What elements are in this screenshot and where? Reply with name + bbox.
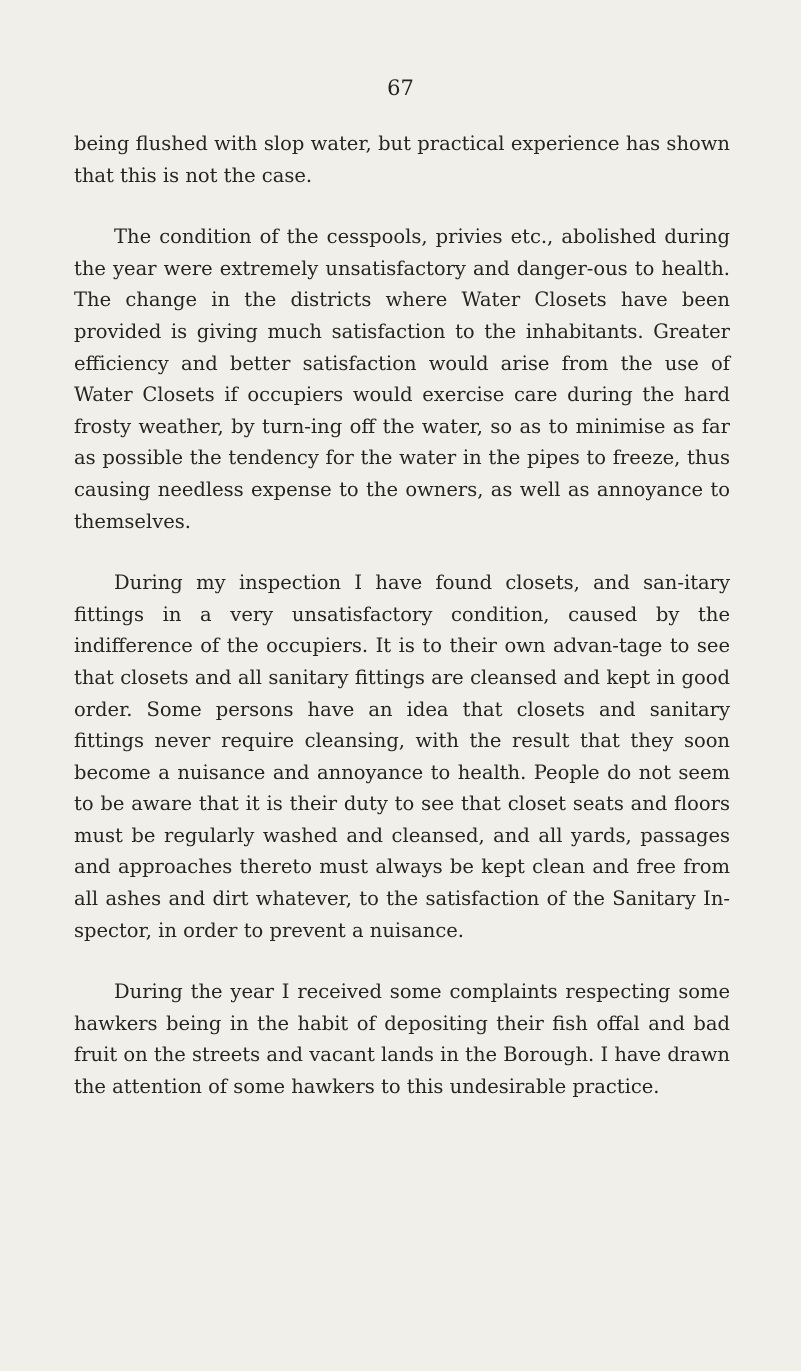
paragraph-inspection: During my inspection I have found closets, and san-itary fittings in a very unsatisfactory condition, caused by the indifference of the occupiers. It is to their own advan-tage to see that closets and all sanitary fittings are cleansed and kept in good order. Some persons have an idea that closets and sanitary fittings never require cleansing, with the result that they soon become a nuisance and annoyance to health. People do not seem to be aware that it is their duty to see that closet seats and floors must be regularly washed and cleansed, and all yards, passages and approaches thereto must always be kept clean and free from all ashes and dirt whatever, to the satisfaction of the Sanitary In-spector, in order to prevent a nuisance.: [74, 571, 730, 942]
paragraph-hawkers: During the year I received some complaints respecting some hawkers being in the habit of depositing their fish offal and bad fruit on the streets and vacant lands in the Borough. I have drawn the attention of some hawkers to this undesirable practice.: [74, 980, 730, 1099]
page-number: 67: [387, 76, 414, 100]
body-text: [74, 128, 730, 1103]
paragraph-continuation: being flushed with slop water, but practical experience has shown that this is not the case.: [74, 132, 730, 187]
paragraph-cesspools: The condition of the cesspools, privies etc., abolished during the year were extremely unsatisfactory and danger-ous to health. The change in the districts where Water Closets have been provided is giving much satisfaction to the inhabitants. Greater efficiency and better satisfaction would arise from the use of Water Closets if occupiers would exercise care during the hard frosty weather, by turn-ing off the water, so as to minimise as far as possible the tendency for the water in the pipes to freeze, thus causing needless expense to the owners, as well as annoyance to themselves.: [74, 225, 730, 533]
